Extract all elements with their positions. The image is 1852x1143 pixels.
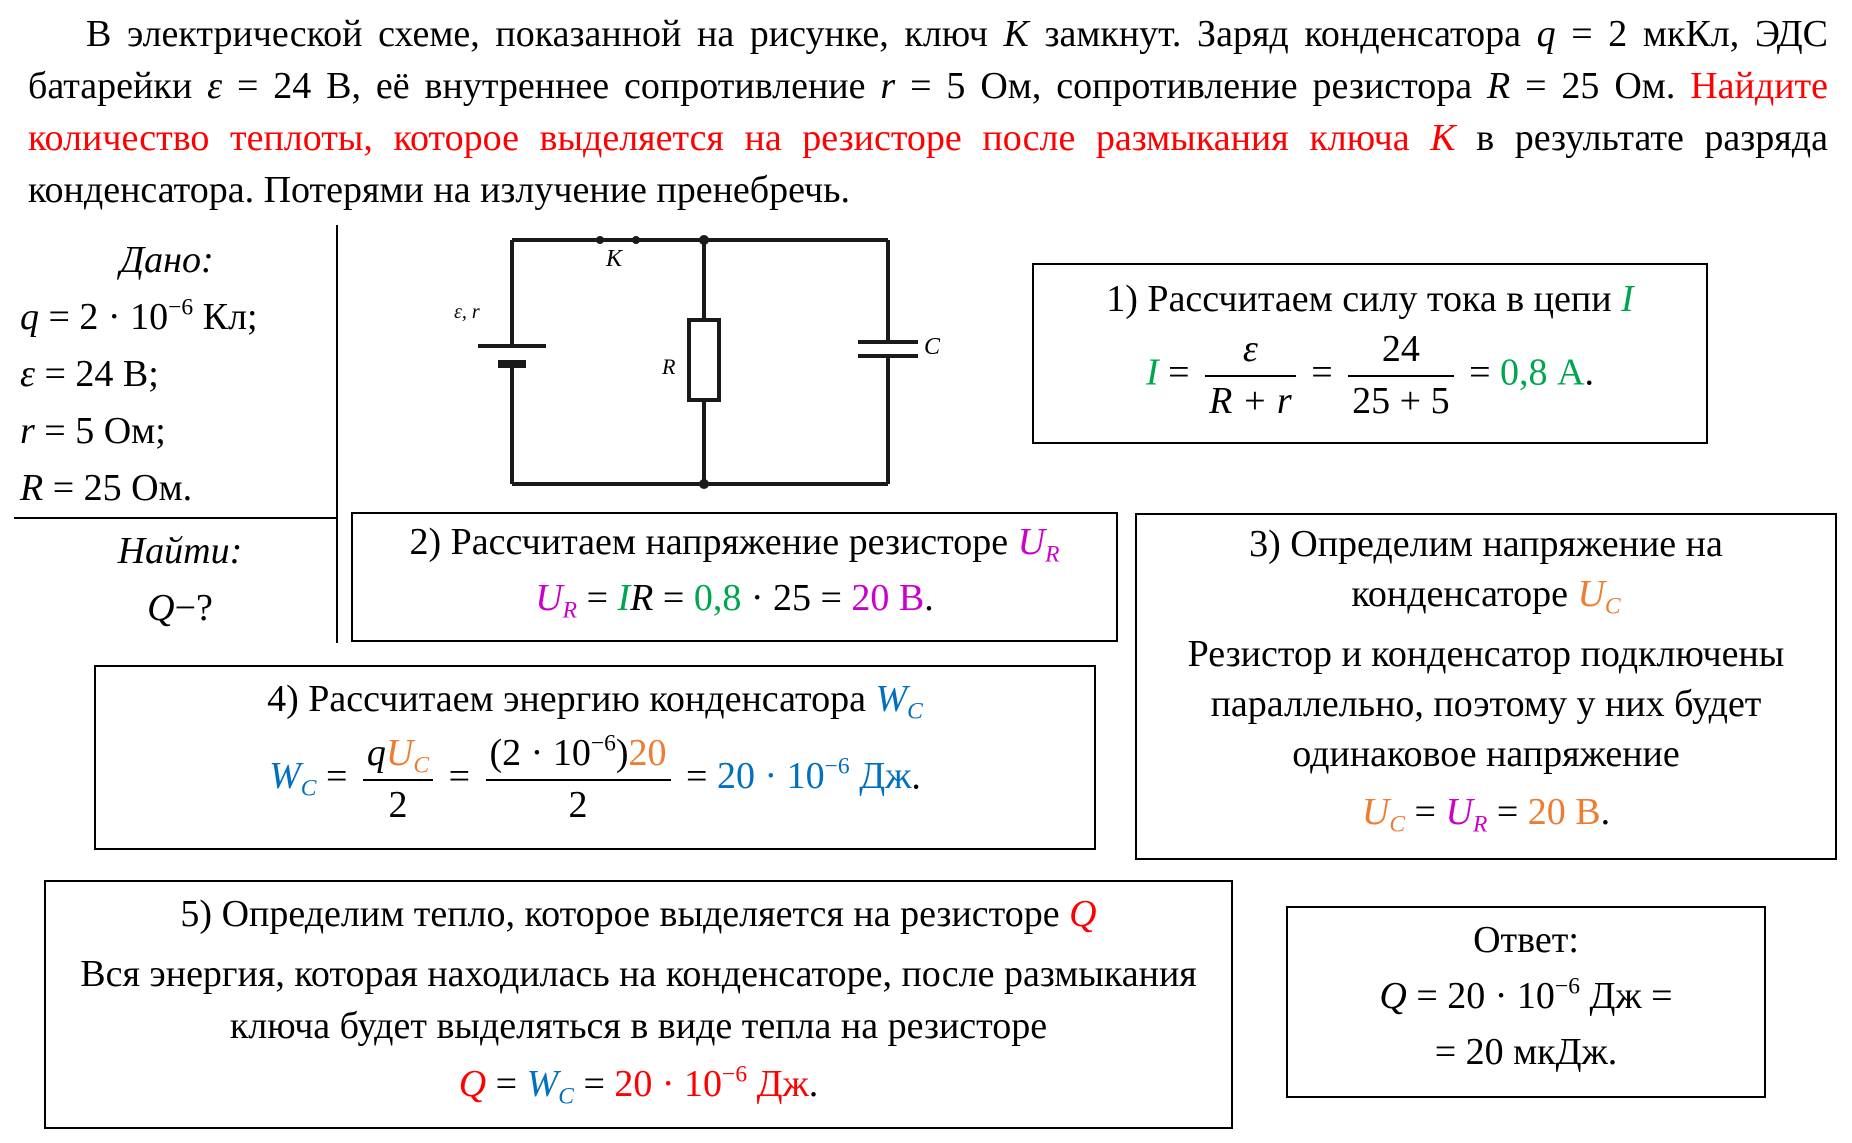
exponent: −6 xyxy=(168,294,194,321)
symbol-letter: U xyxy=(1577,573,1605,615)
given-divider xyxy=(14,517,338,519)
result-mantissa: 20 · 10 xyxy=(716,755,825,798)
key-symbol: K xyxy=(1430,117,1456,159)
charge-value: (2 · 10 xyxy=(489,732,591,774)
symbol-subscript: C xyxy=(413,752,430,779)
equals: = xyxy=(1405,791,1446,833)
step-title-text: 4) Рассчитаем энергию конденсатора xyxy=(267,678,876,720)
step3-explanation: Резистор и конденсатор подключены параллельно, поэтому у них будет одинаковое напряжение xyxy=(1187,633,1785,775)
find-section xyxy=(20,523,340,637)
UC-symbol xyxy=(385,732,430,779)
step4-box xyxy=(94,665,1096,850)
Q-symbol: Q xyxy=(458,1063,487,1105)
denominator: R + r xyxy=(1209,379,1292,422)
symbol-letter: U xyxy=(1017,521,1046,563)
step-title-text: 3) Определим напряжение на конденсаторе xyxy=(1249,523,1723,615)
denominator: 25 + 5 xyxy=(1352,379,1450,422)
eps-symbol: ε xyxy=(20,353,35,395)
exponent: −6 xyxy=(1554,973,1580,1000)
symbol-subscript: C xyxy=(1389,811,1406,838)
numerator: 24 xyxy=(1348,327,1453,377)
given-r xyxy=(20,403,350,460)
key-symbol: K xyxy=(1003,13,1029,55)
symbol-letter: U xyxy=(385,732,414,774)
symbol-letter: W xyxy=(269,755,301,798)
problem-text: = 25 Ом. xyxy=(1510,65,1691,107)
WC-symbol xyxy=(269,755,317,802)
voltage-value: 20 xyxy=(628,732,667,774)
answer-line1 xyxy=(1288,968,1764,1024)
step5-box xyxy=(44,880,1233,1129)
symbol-subscript: R xyxy=(562,597,578,624)
step2-result: 20 В xyxy=(851,577,925,619)
UR-symbol xyxy=(1017,521,1060,568)
exponent: −6 xyxy=(824,753,850,780)
problem-text: = 2 мкКл, ЭДС батарейки xyxy=(28,13,1829,107)
equals: = xyxy=(316,755,357,798)
symbol-subscript: R xyxy=(1472,811,1488,838)
answer-unit: Дж = xyxy=(1580,975,1673,1017)
UR-symbol xyxy=(1445,791,1488,838)
answer-heading: Ответ: xyxy=(1473,919,1579,961)
result-unit: Дж xyxy=(849,755,912,798)
step-title-text: 2) Рассчитаем напряжение резисторе xyxy=(409,521,1018,563)
junction-bottom xyxy=(699,479,709,489)
step5-title xyxy=(46,888,1231,940)
denominator: 2 xyxy=(388,783,408,826)
step1-formula xyxy=(1034,327,1706,424)
step3-box xyxy=(1135,513,1837,860)
step5-formula xyxy=(46,1058,1231,1110)
Q-symbol: Q xyxy=(147,587,175,629)
Q-symbol: Q xyxy=(1069,893,1097,935)
exponent: −6 xyxy=(722,1061,748,1088)
WC-symbol xyxy=(526,1063,574,1110)
R-symbol: R xyxy=(630,577,654,619)
exponent: −6 xyxy=(590,730,616,757)
q-symbol: q xyxy=(1536,13,1556,55)
period: . xyxy=(911,755,921,798)
step3-title xyxy=(1137,519,1835,619)
find-heading: Найти: xyxy=(117,530,243,572)
given-section xyxy=(20,232,350,517)
symbol-subscript: C xyxy=(907,698,923,725)
step4-title xyxy=(96,673,1094,725)
UR-symbol xyxy=(535,577,578,624)
eps-symbol: ε xyxy=(207,65,223,107)
step1-box xyxy=(1032,263,1708,444)
equals: = xyxy=(573,1063,615,1105)
answer-line2: = 20 мкДж. xyxy=(1434,1031,1618,1073)
step-title-text: 1) Рассчитаем силу тока в цепи xyxy=(1106,278,1622,320)
multiplication: · 25 = xyxy=(741,577,852,619)
answer-box xyxy=(1286,906,1766,1098)
given-unit: Кл; xyxy=(193,296,258,338)
key-contact-right xyxy=(632,236,640,244)
junction-top xyxy=(699,235,709,245)
symbol-subscript: C xyxy=(1604,593,1621,620)
equals: = xyxy=(439,755,480,798)
equals: = xyxy=(1301,351,1343,394)
paren: ) xyxy=(615,732,629,774)
capacitor-label: C xyxy=(924,334,941,360)
equals: = xyxy=(486,1063,527,1105)
step5-explanation: Вся энергия, которая находилась на конденсаторе, после размыкания ключа будет выделяться в виде тепла на резисторе xyxy=(80,953,1197,1047)
numerator xyxy=(363,731,433,781)
q-symbol: q xyxy=(20,296,39,338)
problem-text: в результате разряда конденсатора. Потерями на излучение пренебречь. xyxy=(28,117,1828,211)
step2-formula xyxy=(353,570,1116,626)
symbol-letter: U xyxy=(1445,791,1473,833)
period: . xyxy=(1584,351,1594,394)
step1-title xyxy=(1034,273,1706,325)
equals: = xyxy=(676,755,717,798)
find-mark: −? xyxy=(174,587,213,629)
problem-text: = 5 Ом, сопротивление резистора xyxy=(895,65,1487,107)
R-symbol: R xyxy=(1486,65,1511,107)
symbol-subscript: R xyxy=(1045,541,1060,568)
r-symbol: r xyxy=(20,410,35,452)
Q-symbol: Q xyxy=(1379,975,1407,1017)
fraction-numeric xyxy=(1348,327,1453,424)
current-value: 0,8 xyxy=(693,577,742,619)
given-heading: Дано: xyxy=(120,239,214,281)
circuit-diagram xyxy=(440,228,941,496)
step3-result: 20 В xyxy=(1527,791,1601,833)
given-value: = 25 Ом. xyxy=(43,467,193,509)
given-value: = 24 В; xyxy=(34,353,159,395)
symbol-subscript: C xyxy=(300,775,317,802)
given-value: = 2 · 10 xyxy=(39,296,169,338)
given-value: = 5 Ом; xyxy=(34,410,166,452)
find-unknown xyxy=(20,580,340,637)
problem-statement xyxy=(28,8,1828,216)
I-symbol: I xyxy=(617,577,631,619)
step3-formula xyxy=(1137,787,1835,837)
UC-symbol xyxy=(1361,791,1406,838)
period: . xyxy=(808,1063,819,1105)
step5-result xyxy=(614,1063,808,1105)
result-mantissa: 20 · 10 xyxy=(614,1063,723,1105)
given-R xyxy=(20,460,350,517)
R-symbol: R xyxy=(20,467,44,509)
equals: = xyxy=(577,577,618,619)
symbol-letter: W xyxy=(526,1063,559,1105)
fraction-qUc-over-2 xyxy=(363,731,433,828)
UC-symbol xyxy=(1577,573,1621,620)
resistor-label: R xyxy=(662,354,676,379)
fraction-numeric xyxy=(486,731,671,828)
numerator xyxy=(486,731,671,781)
problem-text: = 24 В, её внутреннее сопротивление xyxy=(222,65,881,107)
step4-formula xyxy=(96,731,1094,828)
fraction-eps-over-sum xyxy=(1205,327,1296,424)
denominator: 2 xyxy=(568,783,588,826)
key-label: K xyxy=(606,246,623,272)
step2-title xyxy=(353,514,1116,570)
equals: = xyxy=(1487,791,1528,833)
numerator: ε xyxy=(1205,327,1296,377)
key-contact-left xyxy=(596,236,604,244)
step2-box xyxy=(351,512,1118,642)
given-q xyxy=(20,289,350,346)
symbol-letter: U xyxy=(535,577,563,619)
equals: = xyxy=(653,577,694,619)
I-symbol: I xyxy=(1621,278,1634,320)
result-unit: Дж xyxy=(747,1063,809,1105)
symbol-letter: W xyxy=(875,678,908,720)
period: . xyxy=(1600,791,1611,833)
equals: = xyxy=(1459,351,1501,394)
answer-value: = 20 · 10 xyxy=(1406,975,1555,1017)
q-symbol: q xyxy=(366,732,386,774)
I-symbol: I xyxy=(1145,351,1159,394)
problem-text: В электрической схеме, показанной на рисунке, ключ xyxy=(86,13,1004,55)
symbol-subscript: C xyxy=(558,1083,574,1110)
step4-result xyxy=(717,755,911,797)
WC-symbol xyxy=(875,678,923,725)
given-eps xyxy=(20,346,350,403)
battery-label: ε, r xyxy=(454,301,480,323)
resistor-symbol xyxy=(689,320,719,400)
step-title-text: 5) Определим тепло, которое выделяется на резисторе xyxy=(180,893,1070,935)
problem-text: замкнут. Заряд конденсатора xyxy=(1028,13,1537,55)
step1-result: 0,8 А xyxy=(1500,351,1585,394)
equals: = xyxy=(1158,351,1200,394)
period: . xyxy=(924,577,934,619)
r-symbol: r xyxy=(880,65,896,107)
problem-question: Найдите количество теплоты, которое выделяется на резисторе после размыкания ключа xyxy=(28,65,1829,159)
symbol-letter: U xyxy=(1361,791,1390,833)
